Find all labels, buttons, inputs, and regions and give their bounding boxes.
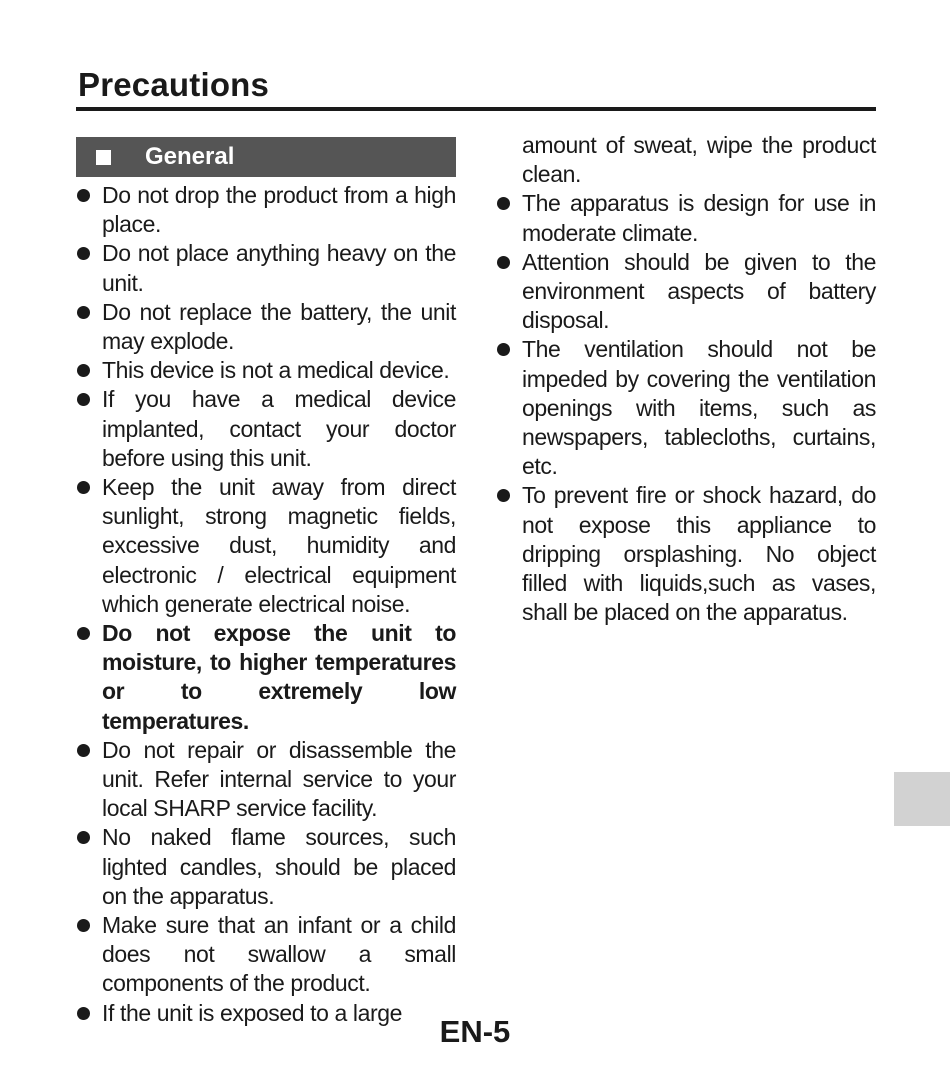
list-item [76, 356, 456, 385]
bullet-icon [77, 364, 90, 377]
list-item-text: Keep the unit away from direct sunlight, strong magnetic fields, excessive dust, humidity and electronic / electrical equipment which generate electrical noise. [102, 474, 456, 617]
list-item [76, 736, 456, 824]
bullet-icon [77, 919, 90, 932]
bullet-icon [77, 481, 90, 494]
side-index-tab [894, 772, 950, 826]
list-item [76, 385, 456, 473]
list-item [76, 298, 456, 356]
list-item-text: The apparatus is design for use in moderate climate. [522, 190, 876, 246]
list-item-text: Do not drop the product from a high place. [102, 182, 456, 238]
list-item-text: No naked flame sources, such lighted candles, should be placed on the apparatus. [102, 824, 456, 909]
list-item [496, 481, 876, 627]
bullet-icon [77, 744, 90, 757]
bullet-icon [77, 831, 90, 844]
list-item-text: Do not place anything heavy on the unit. [102, 240, 456, 296]
bullet-icon [77, 306, 90, 319]
bullet-icon [77, 247, 90, 260]
bullet-icon [77, 189, 90, 202]
bullet-icon [497, 343, 510, 356]
list-item [496, 248, 876, 336]
section-header-label: General [145, 143, 235, 170]
bullet-icon [77, 393, 90, 406]
list-item-text: This device is not a medical device. [102, 357, 450, 384]
list-item-text: Do not replace the battery, the unit may explode. [102, 298, 456, 355]
page-number: EN-5 [439, 1014, 511, 1049]
list-item-text: If the unit is exposed to a large [102, 999, 403, 1026]
list-item [76, 239, 456, 297]
right-column [496, 131, 876, 627]
list-item-continuation [496, 131, 876, 189]
list-item-text: To prevent fire or shock hazard, do not expose this appliance to dripping orsplashing. No object filled with liquids,such as vases, shall be placed on the apparatus. [522, 482, 876, 626]
list-item-text: Do not repair or disassemble the unit. Refer internal service to your local SHARP service facility. [102, 736, 456, 822]
list-item [496, 335, 876, 481]
list-item [76, 911, 456, 999]
list-item [76, 181, 456, 239]
square-icon [96, 150, 111, 165]
list-item-text: Make sure that an infant or a child does not swallow a small components of the product. [102, 912, 456, 997]
bullet-icon [497, 197, 510, 210]
list-item-text: amount of sweat, wipe the product clean. [522, 132, 876, 188]
section-header-general [76, 137, 456, 177]
title-divider [76, 107, 876, 111]
bullet-icon [497, 256, 510, 269]
page-title: Precautions [78, 66, 270, 103]
bullet-icon [77, 627, 90, 640]
list-item [496, 189, 876, 247]
bullet-icon [497, 489, 510, 502]
list-item-text: Attention should be given to the environment aspects of battery disposal. [522, 248, 876, 334]
list-item-text: The ventilation should not be impeded by covering the ventilation openings with items, such as newspapers, tablecloths, curtains, etc. [522, 336, 876, 480]
list-item-text: Do not expose the unit to moisture, to higher temperatures or to extremely low temperatures. [102, 620, 456, 734]
list-item-warning [76, 619, 456, 736]
list-item [76, 823, 456, 911]
list-item [76, 473, 456, 619]
list-item-text: If you have a medical device implanted, contact your doctor before using this unit. [102, 386, 456, 471]
left-column [76, 181, 456, 1028]
